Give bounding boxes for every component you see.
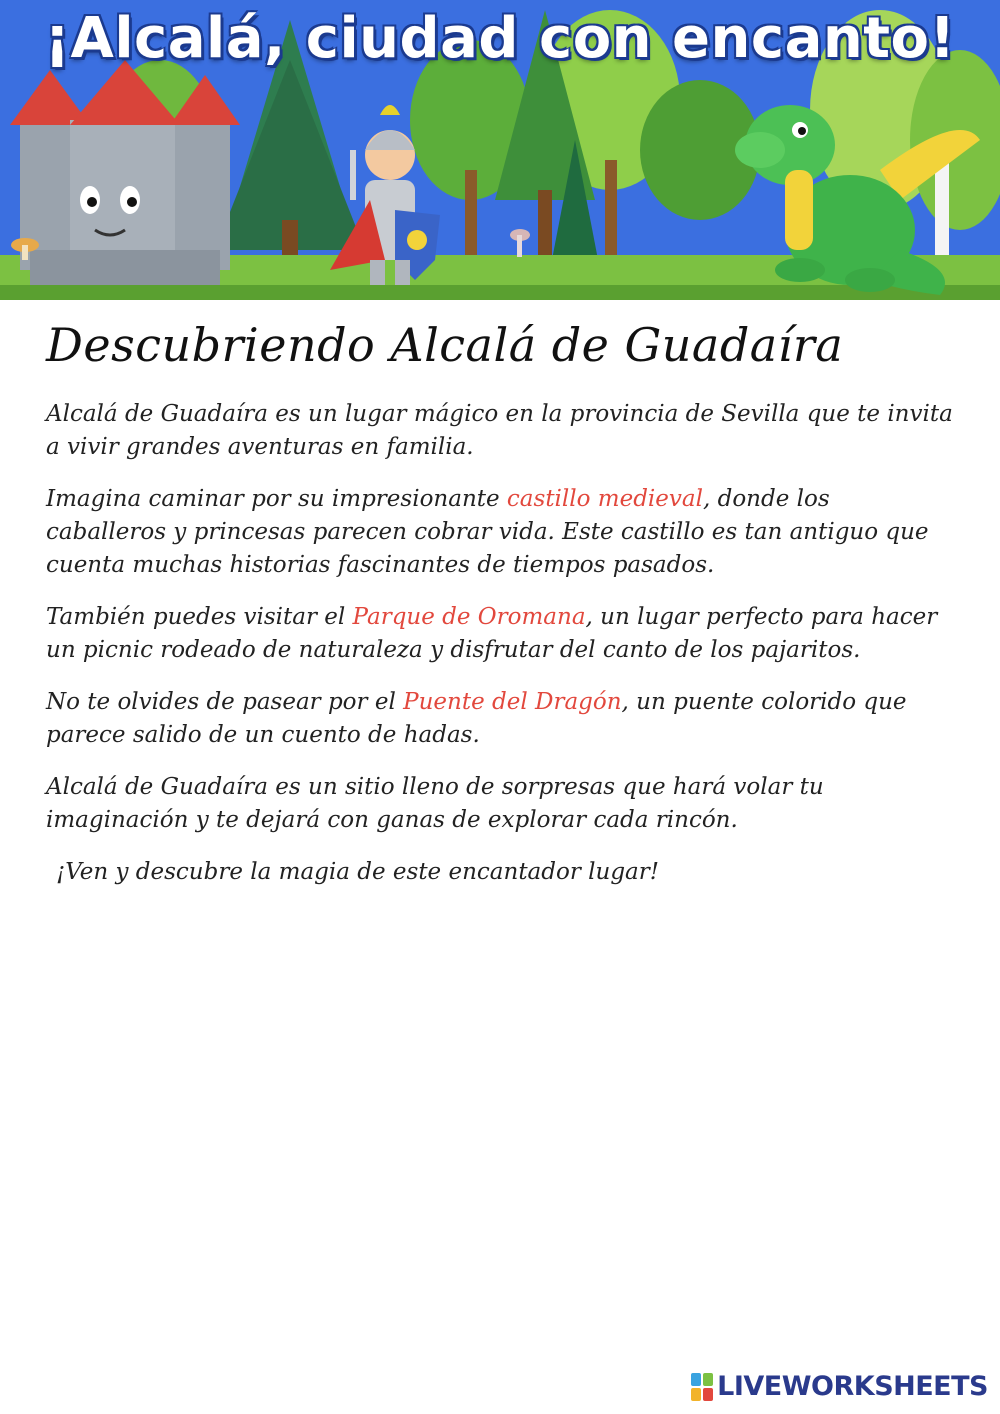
highlight-castle: castillo medieval: [506, 486, 703, 512]
article-heading: Descubriendo Alcalá de Guadaíra: [46, 318, 844, 372]
closing-line: ¡Ven y descubre la magia de este encantador lugar!: [56, 859, 659, 885]
footer-brand: LIVEWORKSHEETS: [717, 1371, 988, 1402]
article: [46, 318, 956, 908]
liveworksheets-logo[interactable]: [691, 1371, 988, 1402]
paragraph-conclusion: Alcalá de Guadaíra es un sitio lleno de sorpresas que hará volar tu imaginación y te dejará con ganas de explorar cada rincón.: [46, 774, 824, 833]
highlight-bridge: Puente del Dragón: [403, 689, 622, 715]
paragraph-intro: Alcalá de Guadaíra es un lugar mágico en la provincia de Sevilla que te invita a vivir grandes aventuras en familia.: [46, 401, 953, 460]
castle-icon: [10, 60, 240, 285]
paragraph-park-text-before: También puedes visitar el: [46, 604, 353, 630]
paragraph-bridge-text-after: , un puente colorido que parece salido de un cuento de hadas.: [46, 689, 907, 748]
paragraph-castle: [46, 483, 956, 582]
paragraph-park: [46, 601, 956, 667]
highlight-park: Parque de Oromana: [352, 604, 586, 630]
paragraph-bridge: [46, 686, 956, 752]
paragraph-castle-text-after: , donde los caballeros y princesas parecen cobrar vida. Este castillo es tan antiguo que cuenta muchas historias fascinantes de tiempos pasados.: [46, 486, 929, 578]
paragraph-castle-text-before: Imagina caminar por su impresionante: [46, 486, 507, 512]
paragraph-bridge-text-before: No te olvides de pasear por el: [46, 689, 404, 715]
paragraph-park-text-after: , un lugar perfecto para hacer un picnic rodeado de naturaleza y disfrutar del canto de los pajaritos.: [46, 604, 938, 663]
banner-title: ¡Alcalá, ciudad con encanto!: [44, 6, 956, 71]
liveworksheets-icon: [691, 1373, 713, 1401]
header-banner: [0, 0, 1000, 300]
